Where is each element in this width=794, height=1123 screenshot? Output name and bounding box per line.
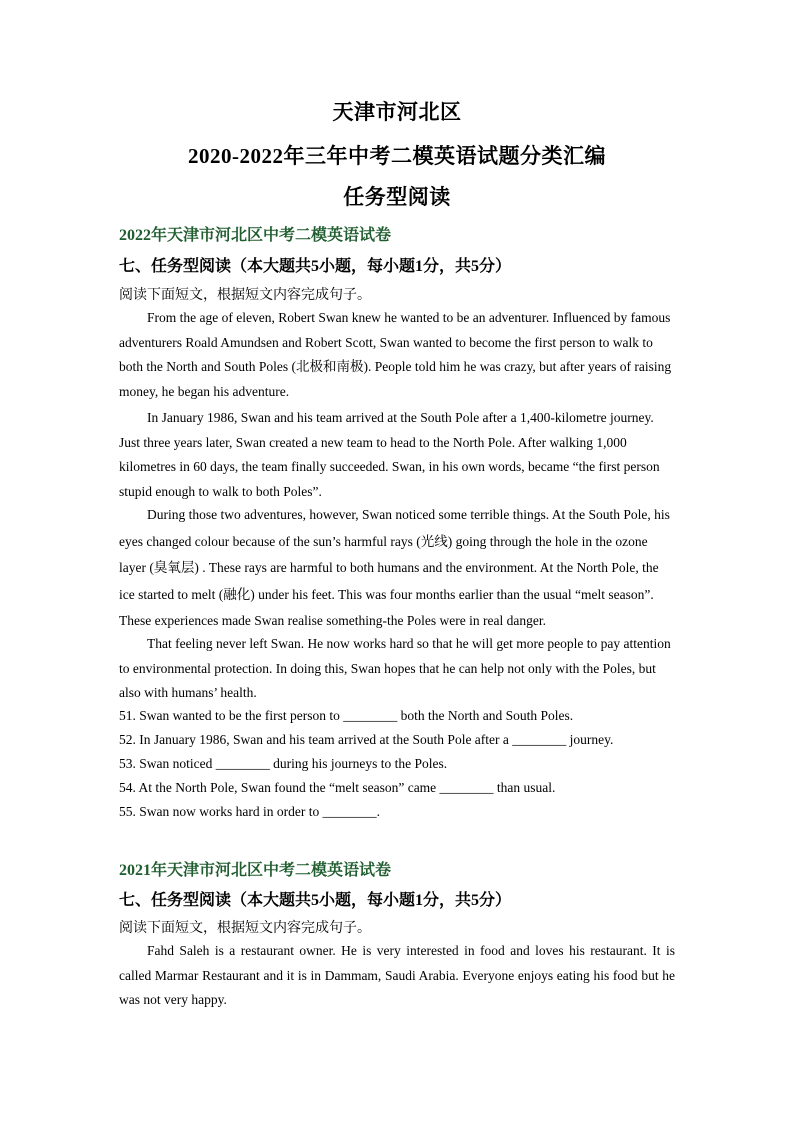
passage-paragraph: During those two adventures, however, Swan noticed some terrible things. At the South Pole, his eyes changed colour because of the sun’s harmful rays (光线) going through the hole in the ozone layer (臭氧层) . These rays are harmful to both humans and the environment. At the North Pole, the ice started to melt (融化) under his feet. This was four months earlier than the usual “melt season”. These experiences made Swan realise something-the Poles were in real danger. <box>119 507 670 628</box>
title-subject: 2020-2022年三年中考二模英语试题分类汇编 <box>188 144 606 168</box>
passage-2022-p3 <box>119 502 675 635</box>
instruction-2021: 阅读下面短文，根据短文内容完成句子。 <box>119 921 371 936</box>
passage-paragraph: In January 1986, Swan and his team arrived at the South Pole after a 1,400-kilometre journey. Just three years later, Swan created a new team to head to the North Pole. After walking 1,000 kilometres in 60 days, the team finally succeeded. Swan, in his own words, became “the first person stupid enough to walk to both Poles”. <box>119 410 660 499</box>
question-heading-2021: 七、任务型阅读（本大题共5小题，每小题1分，共5分） <box>119 892 512 909</box>
section-heading-2022: 2022年天津市河北区中考二模英语试卷 <box>119 227 392 244</box>
passage-2022-p2 <box>119 406 675 504</box>
question-53: 53. Swan noticed ________ during his journeys to the Poles. <box>119 756 448 771</box>
passage-2022-p4 <box>119 632 675 706</box>
section-heading-2021: 2021年天津市河北区中考二模英语试卷 <box>119 862 392 879</box>
instruction-2022: 阅读下面短文，根据短文内容完成句子。 <box>119 288 371 303</box>
title-region: 天津市河北区 <box>332 100 462 124</box>
passage-paragraph: Fahd Saleh is a restaurant owner. He is very interested in food and loves his restaurant. It is called Marmar Restaurant and it is in Dammam, Saudi Arabia. Everyone enjoys eating his food but he was not very happy. <box>119 943 675 1007</box>
question-51: 51. Swan wanted to be the first person to ________ both the North and South Poles. <box>119 708 574 723</box>
passage-2021 <box>119 939 675 1013</box>
title-topic: 任务型阅读 <box>343 185 451 209</box>
question-54: 54. At the North Pole, Swan found the “melt season” came ________ than usual. <box>119 780 556 795</box>
passage-paragraph: That feeling never left Swan. He now works hard so that he will get more people to pay attention to environmental protection. In doing this, Swan hopes that he can help not only with the Poles, but also with humans’ health. <box>119 636 671 700</box>
passage-2022 <box>119 306 675 404</box>
question-heading-2022: 七、任务型阅读（本大题共5小题，每小题1分，共5分） <box>119 258 512 275</box>
passage-paragraph: From the age of eleven, Robert Swan knew he wanted to be an adventurer. Influenced by famous adventurers Roald Amundsen and Robert Scott, Swan wanted to become the first person to walk to both the North and South Poles (北极和南极). People told him he was crazy, but after years of raising money, he began his adventure. <box>119 310 672 399</box>
question-55: 55. Swan now works hard in order to ________. <box>119 804 380 819</box>
question-52: 52. In January 1986, Swan and his team arrived at the South Pole after a ________ journey. <box>119 732 614 747</box>
